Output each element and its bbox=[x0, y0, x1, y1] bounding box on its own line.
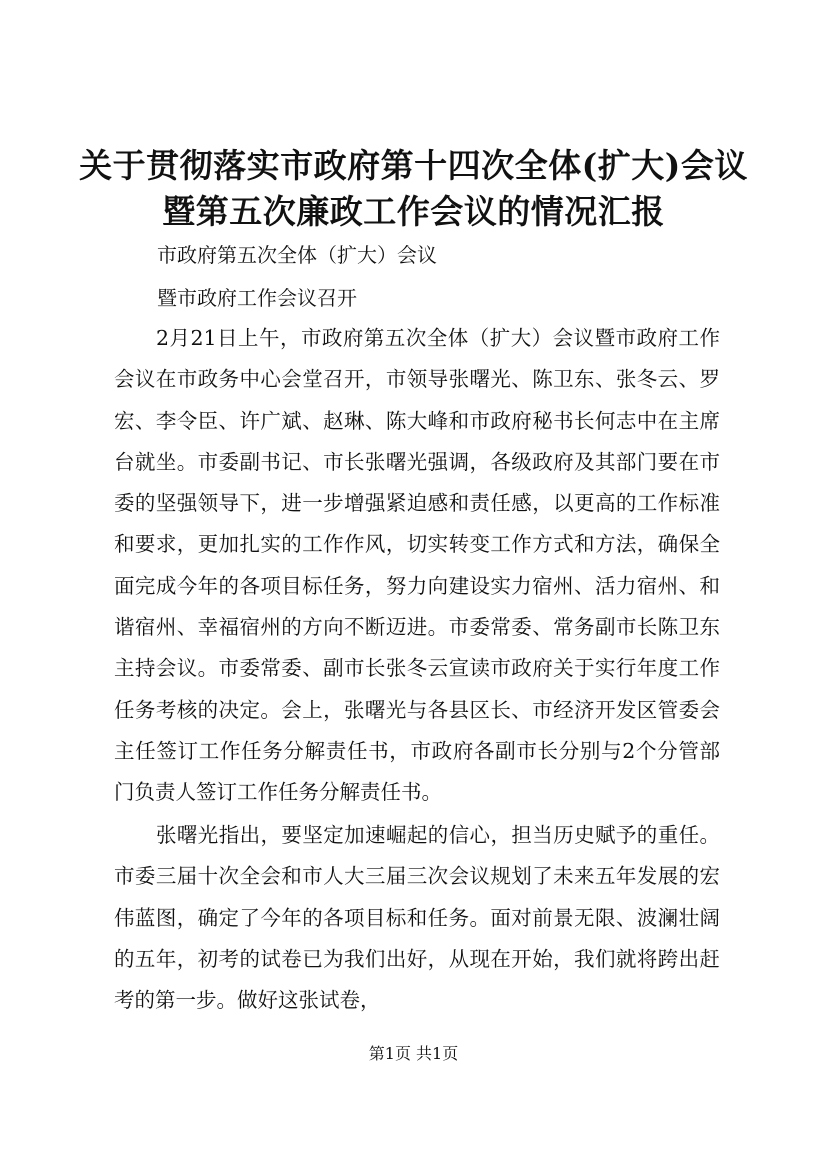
body-paragraph-2: 张曙光指出，要坚定加速崛起的信心，担当历史赋予的重任。市委三届十次全会和市人大三届三次会议规划了未来五年发展的宏伟蓝图，确定了今年的各项目标和任务。面对前景无限、波澜壮阔的五年，初考的试卷已为我们出好，从现在开始，我们就将跨出赶考的第一步。做好这张试卷， bbox=[114, 823, 720, 1013]
subheading-line-2: 暨市政府工作会议召开 bbox=[157, 286, 357, 310]
document-title-line-1: 关于贯彻落实市政府第十四次全体(扩大)会议 bbox=[79, 146, 748, 185]
page-footer: 第1页 共1页 bbox=[368, 1044, 459, 1063]
subheading-line-1: 市政府第五次全体（扩大）会议 bbox=[157, 243, 437, 267]
document-title-line-2: 暨第五次廉政工作会议的情况汇报 bbox=[162, 192, 665, 231]
body-paragraph-1: 2月21日上午，市政府第五次全体（扩大）会议暨市政府工作会议在市政务中心会堂召开，市领导张曙光、陈卫东、张冬云、罗宏、李令臣、许广斌、赵琳、陈大峰和市政府秘书长何志中在主席台就坐。市委副书记、市长张曙光强调，各级政府及其部门要在市委的坚强领导下，进一步增强紧迫感和责任感，以更高的工作标准和要求，更加扎实的工作作风，切实转变工作方式和方法，确保全面完成今年的各项目标任务，努力向建设实力宿州、活力宿州、和谐宿州、幸福宿州的方向不断迈进。市委常委、常务副市长陈卫东主持会议。市委常委、副市长张冬云宣读市政府关于实行年度工作任务考核的决定。会上，张曙光与各县区长、市经济开发区管委会主任签订工作任务分解责任书，市政府各副市长分别与2个分管部门负责人签订工作任务分解责任书。 bbox=[114, 326, 720, 805]
